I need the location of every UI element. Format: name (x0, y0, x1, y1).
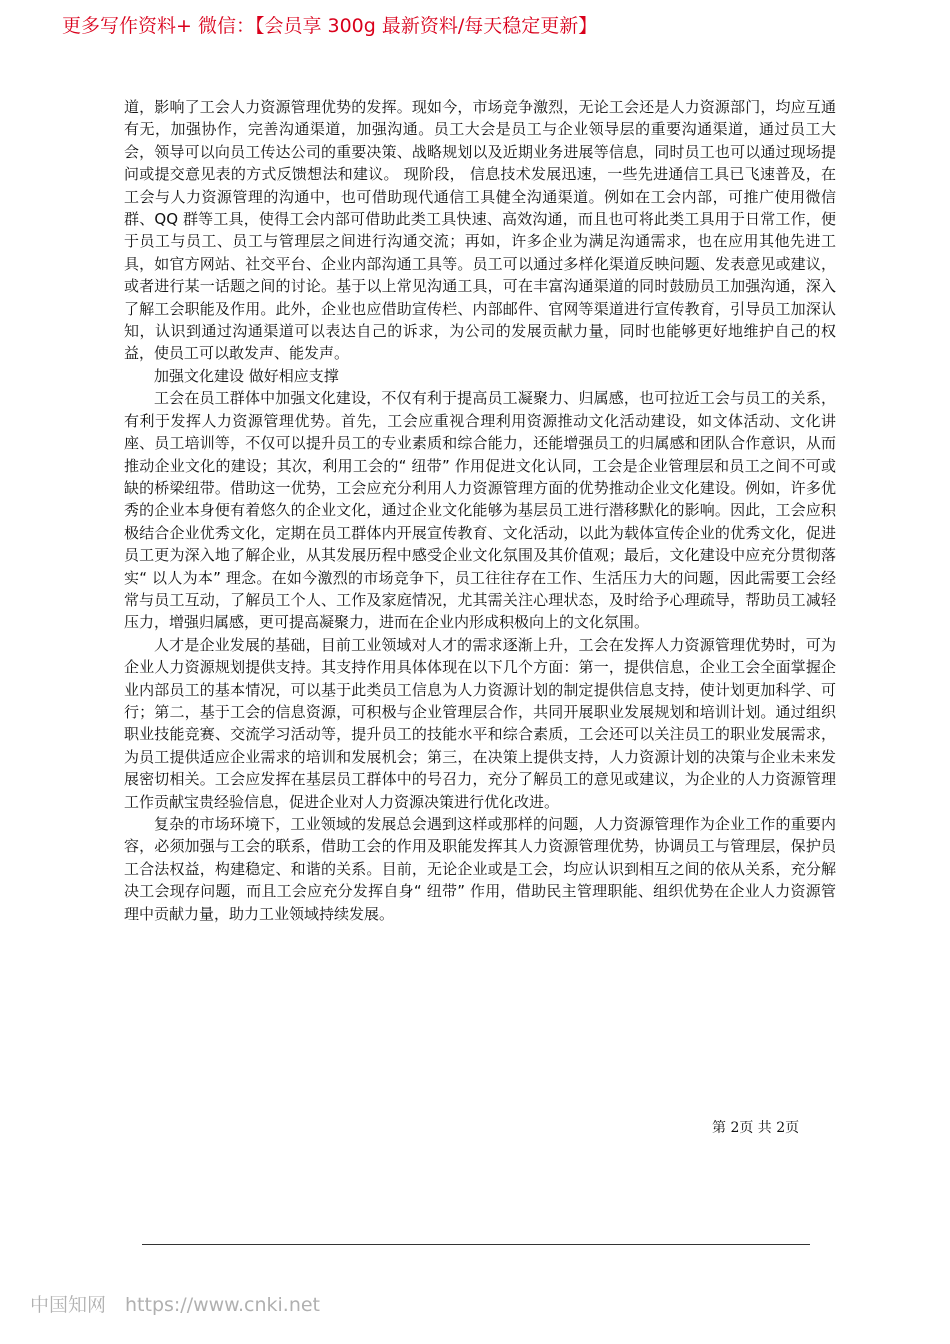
footer-divider (142, 1244, 810, 1245)
page-number: 第 2页 共 2页 (712, 1120, 800, 1136)
paragraph-conclusion: 复杂的市场环境下，工业领域的发展总会遇到这样或那样的问题，人力资源管理作为企业工作的重要内容，必须加强与工会的联系，借助工会的作用及职能发挥其人力资源管理优势，协调员工与管理层，保护员工合法权益，构建稳定、和谐的关系。目前，无论企业或是工会，均应认识到相互之间的依从关系，充分解决工会现存问题，而且工会应充分发挥自身“ 纽带” 作用，借助民主管理职能、组织优势在企业人力资源管理中贡献力量，助力工业领域持续发展。 (124, 815, 836, 923)
document-body (124, 96, 836, 996)
section-heading-culture: 加强文化建设 做好相应支撑 (154, 366, 339, 385)
paragraph-talent: 人才是企业发展的基础，目前工业领域对人才的需求逐渐上升，工会在发挥人力资源管理优势时，可为企业人力资源规划提供支持。其支持作用具体体现在以下几个方面：第一，提供信息，企业工会全面掌握企业内部员工的基本情况，可以基于此类员工信息为人力资源计划的制定提供信息支持，使计划更加科学、可行；第二，基于工会的信息资源，可积极与企业管理层合作，共同开展职业发展规划和培训计划。通过组织职业技能竞赛、交流学习活动等，提升员工的技能水平和综合素质，工会还可以关注员工的职业发展需求，为员工提供适应企业需求的培训和发展机会；第三，在决策上提供支持，人力资源计划的决策与企业未来发展密切相关。工会应发挥在基层员工群体中的号召力，充分了解员工的意见或建议，为企业的人力资源管理工作贡献宝贵经验信息，促进企业对人力资源决策进行优化改进。 (124, 635, 836, 811)
watermark: 中国知网 https://www.cnki.net (30, 1294, 321, 1316)
paragraph-culture: 工会在员工群体中加强文化建设，不仅有利于提高员工凝聚力、归属感，也可拉近工会与员工的关系，有利于发挥人力资源管理优势。首先，工会应重视合理利用资源推动文化活动建设，如文体活动、文化讲座、员工培训等，不仅可以提升员工的专业素质和综合能力，还能增强员工的归属感和团队合作意识，从而推动企业文化的建设；其次，利用工会的“ 纽带” 作用促进文化认同，工会是企业管理层和员工之间不可或缺的桥梁纽带。借助这一优势，工会应充分利用人力资源管理方面的优势推动企业文化建设。例如，许多优秀的企业本身便有着悠久的企业文化，通过企业文化能够为基层员工进行潜移默化的影响。因此，工会应积极结合企业优秀文化，定期在员工群体内开展宣传教育、文化活动，以此为载体宣传企业的优秀文化，促进员工更为深入地了解企业，从其发展历程中感受企业文化氛围及其价值观；最后，文化建设中应充分贯彻落实“ 以人为本” 理念。在如今激烈的市场竞争下，员工往往存在工作、生活压力大的问题，因此需要工会经常与员工互动，了解员工个人、工作及家庭情况，尤其需关注心理状态，及时给予心理疏导，帮助员工减轻压力，增强归属感，更可提高凝聚力，进而在企业内形成积极向上的文化氛围。 (124, 389, 836, 632)
promo-banner: 更多写作资料+ 微信：【会员享 300g 最新资料/每天稳定更新】 (62, 15, 598, 37)
paragraph-communication: 道，影响了工会人力资源管理优势的发挥。现如今，市场竞争激烈，无论工会还是人力资源部门，均应互通有无，加强协作，完善沟通渠道，加强沟通。员工大会是员工与企业领导层的重要沟通渠道，通过员工大会，领导可以向员工传达公司的重要决策、战略规划以及近期业务进展等信息，同时员工也可以通过现场提问或提交意见表的方式反馈想法和建议。 现阶段， 信息技术发展迅速，一些先进通信工具已飞速普及，在工会与人力资源管理的沟通中，也可借助现代通信工具健全沟通渠道。例如在工会内部，可推广使用微信群、QQ 群等工具，使得工会内部可借助此类工具快速、高效沟通，而且也可将此类工具用于日常工作，便于员工与员工、员工与管理层之间进行沟通交流；再如，许多企业为满足沟通需求，也在应用其他先进工具，如官方网站、社交平台、企业内部沟通工具等。员工可以通过多样化渠道反映问题、发表意见或建议，或者进行某一话题之间的讨论。基于以上常见沟通工具，可在丰富沟通渠道的同时鼓励员工加强沟通，深入了解工会职能及作用。此外，企业也应借助宣传栏、内部邮件、官网等渠道进行宣传教育，引导员工加深认知，认识到通过沟通渠道可以表达自己的诉求，为公司的发展贡献力量，同时也能够更好地维护自己的权益，使员工可以敢发声、能发声。 (124, 98, 836, 363)
